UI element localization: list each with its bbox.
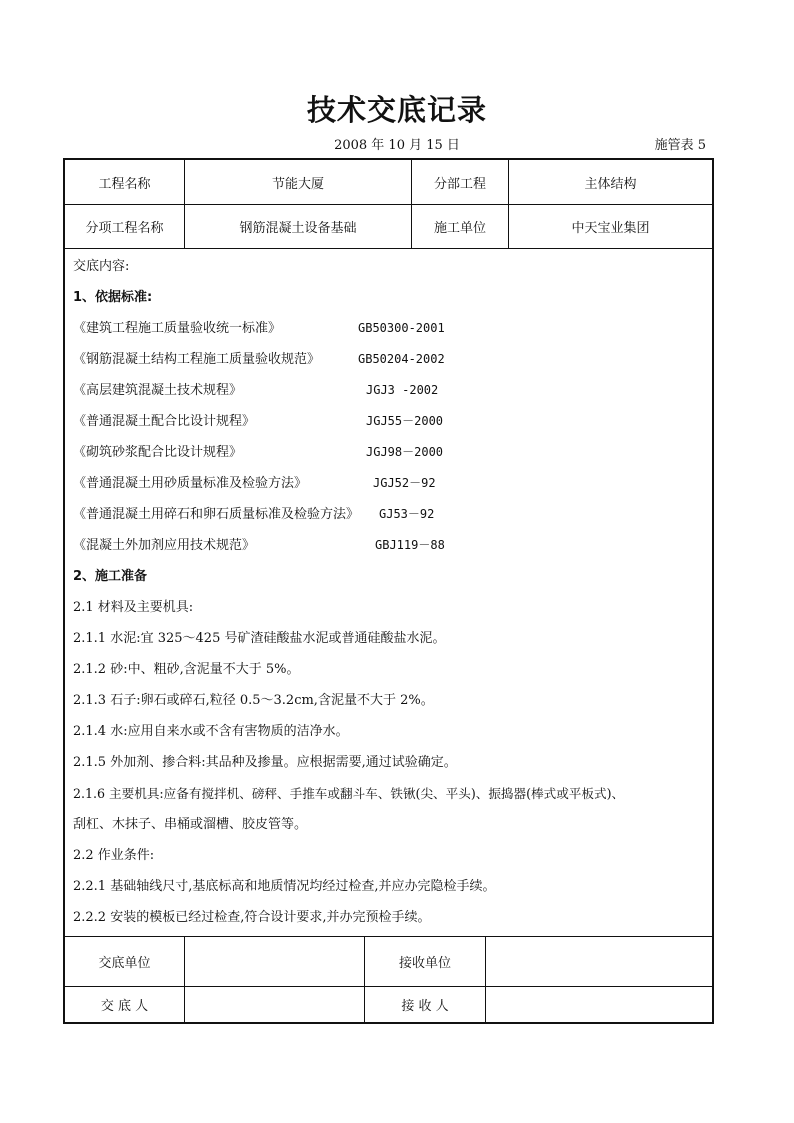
contractor-value: 中天宝业集团 (571, 221, 650, 236)
content-line: 2.1 材料及主要机具: (73, 600, 194, 615)
form-number: 施管表 5 (654, 138, 706, 153)
project-name-value: 节能大厦 (271, 176, 324, 192)
divider (65, 248, 712, 249)
standard-item: 《高层建筑混凝土技术规程》 JGJ3 -2002 (73, 383, 439, 398)
standard-item: 《普通混凝土配合比设计规程》 JGJ55－2000 (73, 414, 444, 429)
standard-item: 《建筑工程施工质量验收统一标准》 GB50300-2001 (73, 321, 445, 336)
content-line: 2.2.1 基础轴线尺寸,基底标高和地质情况均经过检查,并应办完隐检手续。 (73, 879, 496, 894)
subitem-value: 钢筋混凝土设备基础 (239, 221, 357, 236)
standard-item: 《普通混凝土用碎石和卵石质量标准及检验方法》 GJ53－92 (73, 507, 435, 522)
content-intro: 交底内容: (73, 259, 130, 274)
issuer-field[interactable] (185, 987, 364, 1022)
document-date: 2008 年 10 月 15 日 (334, 138, 460, 153)
contractor-label: 施工单位 (433, 221, 486, 236)
receiving-unit-field[interactable] (486, 937, 712, 986)
issuing-unit-field[interactable] (185, 937, 364, 986)
standard-item: 《钢筋混凝土结构工程施工质量验收规范》 GB50204-2002 (73, 352, 445, 367)
content-line: 2.2 作业条件: (73, 848, 155, 863)
section-1-heading: 1、依据标准: (73, 290, 153, 305)
subitem-label: 分项工程名称 (85, 221, 164, 236)
content-line: 2.1.5 外加剂、掺合料:其品种及掺量。应根据需要,通过试验确定。 (73, 755, 457, 770)
issuing-unit-label: 交底单位 (98, 956, 151, 971)
content-line: 2.1.2 砂:中、粗砂,含泥量不大于 5%。 (73, 662, 300, 677)
receiver-label: 接 收 人 (401, 999, 449, 1014)
issuer-label: 交 底 人 (100, 999, 149, 1014)
project-name-label: 工程名称 (98, 176, 151, 192)
division-value: 主体结构 (584, 176, 637, 192)
division-label: 分部工程 (433, 176, 486, 192)
content-line: 2.1.4 水:应用自来水或不含有害物质的洁净水。 (73, 724, 349, 739)
content-line: 2.1.6 主要机具:应备有搅拌机、磅秤、手推车或翻斗车、铁锹(尖、平头)、振捣器(棒式或平板式)、 (73, 786, 625, 801)
section-2-heading: 2、施工准备 (73, 569, 148, 584)
receiver-field[interactable] (486, 987, 712, 1022)
content-line: 刮杠、木抹子、串桶或溜槽、胶皮管等。 (73, 817, 308, 832)
document-title: 技术交底记录 (306, 93, 487, 127)
content-line: 2.1.1 水泥:宜 325～425 号矿渣硅酸盐水泥或普通硅酸盐水泥。 (73, 631, 446, 646)
record-table (63, 158, 714, 1024)
receiving-unit-label: 接收单位 (398, 956, 451, 971)
content-line: 2.2.2 安装的模板已经过检查,符合设计要求,并办完预检手续。 (73, 910, 431, 925)
standard-item: 《砌筑砂浆配合比设计规程》 JGJ98－2000 (73, 445, 444, 460)
standard-item: 《混凝土外加剂应用技术规范》 GBJ119－88 (73, 538, 445, 553)
standard-item: 《普通混凝土用砂质量标准及检验方法》 JGJ52－92 (73, 476, 436, 491)
content-line: 2.1.3 石子:卵石或碎石,粒径 0.5～3.2cm,含泥量不大于 2%。 (73, 693, 434, 708)
